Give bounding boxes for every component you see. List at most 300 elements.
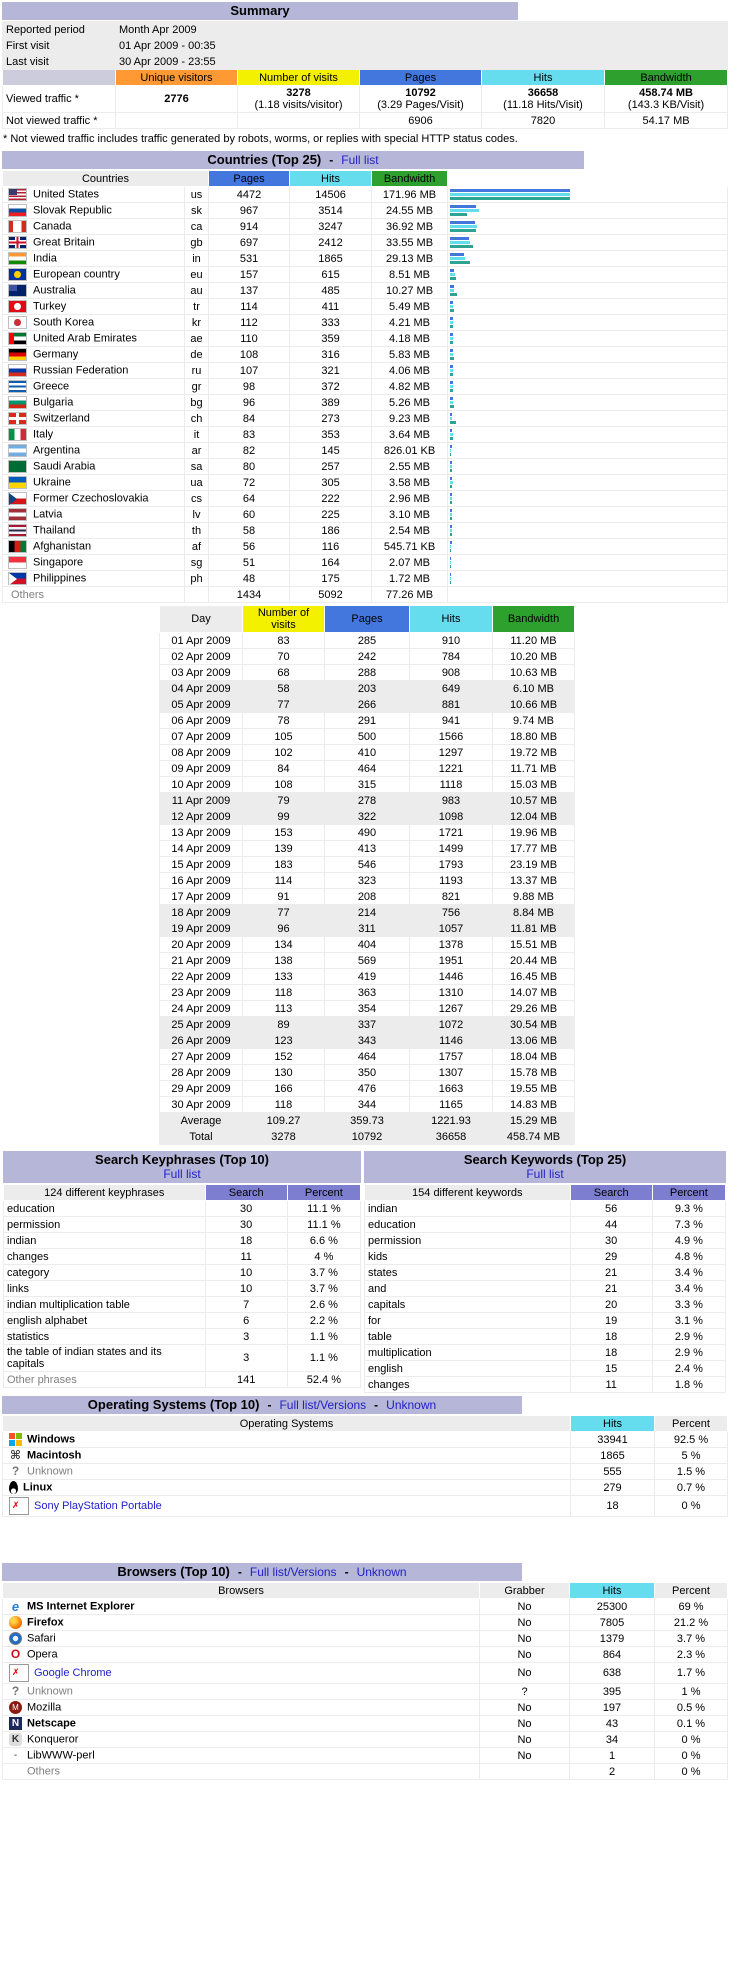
country-code: ca	[185, 219, 209, 235]
summary-corner-cell	[3, 70, 116, 86]
search-percent: 9.3 %	[652, 1201, 725, 1217]
day-bandwidth: 18.04 MB	[493, 1049, 575, 1065]
search-other-percent: 52.4 %	[287, 1372, 360, 1388]
search-percent: 4.8 %	[652, 1249, 725, 1265]
day-hits: 1165	[410, 1097, 493, 1113]
days-average-row-pages: 359.73	[325, 1113, 410, 1129]
country-bandwidth: 2.96 MB	[372, 491, 448, 507]
os-name-cell	[3, 1480, 571, 1496]
day-visits: 83	[243, 633, 325, 649]
country-pages: 107	[209, 363, 290, 379]
day-pages: 569	[325, 953, 410, 969]
pages-bar	[450, 205, 476, 208]
search-percent: 6.6 %	[287, 1233, 360, 1249]
pages-bar	[450, 237, 469, 240]
day-date: 05 Apr 2009	[160, 697, 243, 713]
os-percent: 1.5 %	[655, 1464, 728, 1480]
keyphrases-full-list-link[interactable]: Full list	[163, 1167, 201, 1181]
opera-icon: O	[10, 1647, 21, 1661]
search-phrase: education	[365, 1217, 571, 1233]
day-hits: 1721	[410, 825, 493, 841]
country-pages: 531	[209, 251, 290, 267]
browser-percent: 1 %	[655, 1684, 728, 1700]
day-hits: 1951	[410, 953, 493, 969]
eu-flag-icon	[8, 268, 27, 281]
search-count: 11	[570, 1377, 652, 1393]
bandwidth-bar	[450, 405, 454, 408]
country-row	[3, 539, 728, 555]
bandwidth-bar	[450, 549, 451, 552]
os-full-list-link[interactable]: Full list/Versions	[279, 1398, 367, 1412]
keywords-panel	[364, 1151, 726, 1391]
day-hits: 784	[410, 649, 493, 665]
country-bars	[448, 555, 728, 571]
awstats-report-page	[0, 2, 729, 1962]
day-row	[160, 841, 575, 857]
keywords-count-header: 154 different keywords	[365, 1185, 571, 1201]
day-hits: 1499	[410, 841, 493, 857]
day-pages: 343	[325, 1033, 410, 1049]
day-pages: 344	[325, 1097, 410, 1113]
country-bandwidth: 4.18 MB	[372, 331, 448, 347]
browser-hits: 864	[570, 1647, 655, 1663]
days-total-row-hits: 36658	[410, 1129, 493, 1145]
keywords-clip-region	[364, 1184, 726, 1391]
not-viewed-bandwidth: 54.17 MB	[605, 113, 728, 129]
os-row	[3, 1448, 728, 1464]
country-code: us	[185, 187, 209, 203]
country-name: Philippines	[33, 572, 87, 585]
item-name: MS Internet Explorer	[27, 1600, 135, 1613]
search-count: 3	[205, 1345, 287, 1372]
sk-flag-icon	[8, 204, 27, 217]
country-bandwidth: 5.49 MB	[372, 299, 448, 315]
keywords-full-list-link[interactable]: Full list	[526, 1167, 564, 1181]
bandwidth-bar	[450, 421, 456, 424]
day-date: 20 Apr 2009	[160, 937, 243, 953]
item-name-link[interactable]: Google Chrome	[34, 1666, 112, 1679]
day-bandwidth: 10.20 MB	[493, 649, 575, 665]
os-name-cell	[3, 1496, 571, 1517]
browser-percent: 0 %	[655, 1764, 728, 1780]
search-row-item	[365, 1329, 726, 1345]
country-row	[3, 283, 728, 299]
day-visits: 183	[243, 857, 325, 873]
pages-header: Pages	[325, 606, 410, 633]
search-phrase: and	[365, 1281, 571, 1297]
keyphrases-panel	[3, 1151, 361, 1388]
reported-period-label: Reported period	[3, 22, 116, 38]
hits-bar	[450, 369, 453, 372]
day-bandwidth: 6.10 MB	[493, 681, 575, 697]
item-name: Netscape	[27, 1717, 76, 1730]
item-name: Linux	[23, 1481, 53, 1494]
flag-canton	[9, 285, 17, 291]
day-hits: 1118	[410, 777, 493, 793]
country-bandwidth: 8.51 MB	[372, 267, 448, 283]
day-bandwidth: 29.26 MB	[493, 1001, 575, 1017]
os-percent: 5 %	[655, 1448, 728, 1464]
day-visits: 77	[243, 697, 325, 713]
hits-bar	[450, 577, 451, 580]
country-bandwidth: 33.55 MB	[372, 235, 448, 251]
day-pages: 322	[325, 809, 410, 825]
search-phrase: indian	[365, 1201, 571, 1217]
hits-bar	[450, 385, 453, 388]
viewed-pages: 10792 (3.29 Pages/Visit)	[360, 86, 482, 113]
day-row	[160, 681, 575, 697]
country-pages: 64	[209, 491, 290, 507]
browser-name-cell	[3, 1615, 480, 1631]
item-name: Macintosh	[27, 1449, 82, 1462]
cs-flag-icon	[8, 492, 27, 505]
search-percent: 3.7 %	[287, 1265, 360, 1281]
day-date: 30 Apr 2009	[160, 1097, 243, 1113]
not-viewed-unique-visitors	[116, 113, 238, 129]
hits-bar	[450, 353, 453, 356]
item-name: Unknown	[27, 1465, 73, 1478]
day-pages: 404	[325, 937, 410, 953]
pages-bar	[450, 461, 452, 464]
item-name-link[interactable]: Sony PlayStation Portable	[34, 1499, 162, 1512]
os-section	[0, 1396, 729, 1517]
hits-bar	[450, 257, 465, 260]
country-pages: 967	[209, 203, 290, 219]
country-row	[3, 475, 728, 491]
country-pages: 157	[209, 267, 290, 283]
country-name-cell	[3, 251, 185, 267]
day-hits: 881	[410, 697, 493, 713]
browser-name-cell	[3, 1764, 480, 1780]
country-pages: 4472	[209, 187, 290, 203]
viewed-traffic-label: Viewed traffic *	[3, 86, 116, 113]
browsers-title: Browsers (Top 10)	[117, 1564, 230, 1579]
item-name: Others	[27, 1765, 61, 1778]
country-bars	[448, 331, 728, 347]
country-pages: 72	[209, 475, 290, 491]
day-visits: 130	[243, 1065, 325, 1081]
search-percent: 3.4 %	[652, 1265, 725, 1281]
browser-grabber: No	[480, 1663, 570, 1684]
search-other-label: Other phrases	[4, 1372, 206, 1388]
countries-bandwidth-header: Bandwidth	[372, 171, 448, 187]
day-hits: 908	[410, 665, 493, 681]
netscape-icon: N	[9, 1717, 22, 1730]
search-percent: 3.1 %	[652, 1313, 725, 1329]
search-row-item	[4, 1297, 361, 1313]
country-hits: 116	[290, 539, 372, 555]
day-hits: 1221	[410, 761, 493, 777]
day-hits: 821	[410, 889, 493, 905]
day-hits: 941	[410, 713, 493, 729]
hits-bar	[450, 529, 452, 532]
search-phrase: table	[365, 1329, 571, 1345]
day-row	[160, 649, 575, 665]
day-row	[160, 697, 575, 713]
os-title: Operating Systems (Top 10)	[87, 1397, 260, 1412]
keyphrases-count-header: 124 different keyphrases	[4, 1185, 206, 1201]
hits-header: Hits	[410, 606, 493, 633]
day-hits: 1446	[410, 969, 493, 985]
country-bars	[448, 379, 728, 395]
country-code: it	[185, 427, 209, 443]
country-bandwidth: 24.55 MB	[372, 203, 448, 219]
browser-name-cell	[3, 1663, 480, 1684]
hits-bar	[450, 465, 452, 468]
search-percent: 1.1 %	[287, 1345, 360, 1372]
mozilla-icon: M	[9, 1701, 22, 1714]
country-bandwidth: 1.72 MB	[372, 571, 448, 587]
browsers-unknown-link[interactable]: Unknown	[356, 1565, 407, 1579]
hits-bar	[450, 321, 453, 324]
browser-hits: 25300	[570, 1599, 655, 1615]
os-header-row	[3, 1416, 728, 1432]
reported-period-value: Month Apr 2009	[116, 22, 728, 38]
pages-bar	[450, 557, 451, 560]
os-name-cell	[3, 1448, 571, 1464]
country-hits: 316	[290, 347, 372, 363]
hits-bar	[450, 241, 470, 244]
country-bandwidth: 2.54 MB	[372, 523, 448, 539]
search-row-item	[4, 1249, 361, 1265]
day-hits: 1193	[410, 873, 493, 889]
country-bandwidth: 3.58 MB	[372, 475, 448, 491]
os-percent-header: Percent	[655, 1416, 728, 1432]
day-visits: 102	[243, 745, 325, 761]
pages-bar	[450, 189, 570, 192]
day-bandwidth: 20.44 MB	[493, 953, 575, 969]
macintosh-icon: ⌘	[9, 1448, 22, 1462]
search-row-item	[365, 1217, 726, 1233]
search-phrase: permission	[4, 1217, 206, 1233]
day-date: 17 Apr 2009	[160, 889, 243, 905]
search-section	[0, 1151, 729, 1391]
search-row-item	[365, 1249, 726, 1265]
day-date: 13 Apr 2009	[160, 825, 243, 841]
search-count: 3	[205, 1329, 287, 1345]
day-date: 28 Apr 2009	[160, 1065, 243, 1081]
search-percent: 7.3 %	[652, 1217, 725, 1233]
day-visits: 78	[243, 713, 325, 729]
country-hits: 145	[290, 443, 372, 459]
os-hits: 33941	[571, 1432, 655, 1448]
country-name: Latvia	[33, 508, 63, 521]
search-phrase: category	[4, 1265, 206, 1281]
country-code: ae	[185, 331, 209, 347]
os-percent: 92.5 %	[655, 1432, 728, 1448]
browser-percent: 3.7 %	[655, 1631, 728, 1647]
country-code: gb	[185, 235, 209, 251]
hits-bar	[450, 433, 453, 436]
flag-circle	[14, 271, 21, 279]
day-pages: 311	[325, 921, 410, 937]
os-hits: 279	[571, 1480, 655, 1496]
bandwidth-bar	[450, 501, 452, 504]
country-bandwidth: 826.01 KB	[372, 443, 448, 459]
item-name: Opera	[27, 1648, 58, 1661]
country-row	[3, 395, 728, 411]
country-name-cell	[3, 283, 185, 299]
country-hits: 372	[290, 379, 372, 395]
pages-bar	[450, 397, 453, 400]
search-col-header: Search	[570, 1185, 652, 1201]
country-pages: 114	[209, 299, 290, 315]
day-date: 27 Apr 2009	[160, 1049, 243, 1065]
countries-full-list-link[interactable]: Full list	[341, 153, 379, 167]
summary-table	[2, 21, 728, 129]
search-count: 6	[205, 1313, 287, 1329]
day-pages: 242	[325, 649, 410, 665]
flag-canton	[9, 189, 17, 195]
search-row-item	[4, 1345, 361, 1372]
summary-header-row	[3, 70, 728, 86]
bandwidth-bar	[450, 309, 454, 312]
country-code: au	[185, 283, 209, 299]
sg-flag-icon	[8, 556, 27, 569]
search-count: 19	[570, 1313, 652, 1329]
search-count: 44	[570, 1217, 652, 1233]
country-code: ch	[185, 411, 209, 427]
day-row	[160, 745, 575, 761]
hits-bar	[450, 337, 453, 340]
country-bars	[448, 187, 728, 203]
hits-bar	[450, 417, 452, 420]
days-total-row-pages: 10792	[325, 1129, 410, 1145]
day-date: 11 Apr 2009	[160, 793, 243, 809]
country-bars	[448, 203, 728, 219]
hits-bar	[450, 545, 451, 548]
country-name: Argentina	[33, 444, 81, 457]
day-bandwidth: 12.04 MB	[493, 809, 575, 825]
browser-row	[3, 1700, 728, 1716]
hits-bar	[450, 193, 570, 196]
country-bars	[448, 267, 728, 283]
os-hits: 555	[571, 1464, 655, 1480]
days-header-row	[160, 606, 575, 633]
hits-bar	[450, 497, 452, 500]
browser-grabber: No	[480, 1599, 570, 1615]
day-bandwidth: 19.72 MB	[493, 745, 575, 761]
country-name: Ukraine	[33, 476, 71, 489]
country-hits: 2412	[290, 235, 372, 251]
kr-flag-icon	[8, 316, 27, 329]
browser-grabber: No	[480, 1615, 570, 1631]
days-total-row	[160, 1129, 575, 1145]
browser-hits: 34	[570, 1732, 655, 1748]
os-column-header: Operating Systems	[3, 1416, 571, 1432]
day-date: 04 Apr 2009	[160, 681, 243, 697]
os-unknown-link[interactable]: Unknown	[386, 1398, 437, 1412]
day-row	[160, 793, 575, 809]
browser-row	[3, 1732, 728, 1748]
pages-bar	[450, 285, 454, 288]
country-row	[3, 315, 728, 331]
search-count: 30	[205, 1201, 287, 1217]
gr-flag-icon	[8, 380, 27, 393]
browser-grabber: No	[480, 1700, 570, 1716]
browser-name-cell	[3, 1748, 480, 1764]
country-bars	[448, 539, 728, 555]
country-name-cell	[3, 571, 185, 587]
day-bandwidth: 14.07 MB	[493, 985, 575, 1001]
search-count: 18	[570, 1329, 652, 1345]
country-name-cell	[3, 523, 185, 539]
days-average-row-visits: 109.27	[243, 1113, 325, 1129]
keyphrases-table	[3, 1184, 361, 1388]
country-name-cell	[3, 363, 185, 379]
browsers-column-header: Browsers	[3, 1583, 480, 1599]
unknown-icon: ?	[11, 1684, 20, 1698]
day-pages: 476	[325, 1081, 410, 1097]
country-code: cs	[185, 491, 209, 507]
browser-row	[3, 1631, 728, 1647]
separator: -	[267, 1398, 272, 1412]
browsers-full-list-link[interactable]: Full list/Versions	[249, 1565, 337, 1579]
country-code: ar	[185, 443, 209, 459]
day-pages: 315	[325, 777, 410, 793]
browser-name-cell	[3, 1716, 480, 1732]
country-name: Turkey	[33, 300, 67, 313]
day-hits: 1757	[410, 1049, 493, 1065]
country-name: Germany	[33, 348, 79, 361]
others-row	[3, 587, 728, 603]
day-row	[160, 633, 575, 649]
countries-table	[2, 170, 728, 603]
country-name-cell	[3, 475, 185, 491]
country-code: th	[185, 523, 209, 539]
search-phrase: indian	[4, 1233, 206, 1249]
country-name: Italy	[33, 428, 54, 441]
windows-icon	[9, 1433, 22, 1446]
countries-title-bar	[2, 151, 584, 169]
day-visits: 118	[243, 985, 325, 1001]
day-date: 01 Apr 2009	[160, 633, 243, 649]
bandwidth-bar	[450, 373, 453, 376]
browser-row	[3, 1684, 728, 1700]
hits-bar	[450, 561, 451, 564]
country-name-cell	[3, 507, 185, 523]
day-hits: 1663	[410, 1081, 493, 1097]
browsers-section	[0, 1563, 729, 1780]
viewed-hits: 36658 (11.18 Hits/Visit)	[482, 86, 605, 113]
not-viewed-traffic-row	[3, 113, 728, 129]
day-visits: 114	[243, 873, 325, 889]
country-code: sa	[185, 459, 209, 475]
browser-row	[3, 1663, 728, 1684]
country-bars	[448, 363, 728, 379]
country-pages: 112	[209, 315, 290, 331]
not-viewed-hits: 7820	[482, 113, 605, 129]
day-visits: 91	[243, 889, 325, 905]
flag-triangle	[9, 493, 17, 505]
summary-title: Summary	[230, 3, 290, 18]
day-pages: 546	[325, 857, 410, 873]
country-pages: 96	[209, 395, 290, 411]
country-hits: 225	[290, 507, 372, 523]
viewed-bandwidth: 458.74 MB (143.3 KB/Visit)	[605, 86, 728, 113]
separator: -	[237, 1565, 242, 1579]
day-bandwidth: 10.66 MB	[493, 697, 575, 713]
ch-flag-icon	[8, 412, 27, 425]
item-name: Firefox	[27, 1616, 64, 1629]
ae-flag-icon	[8, 332, 27, 345]
country-hits: 333	[290, 315, 372, 331]
country-row	[3, 187, 728, 203]
not-viewed-pages: 6906	[360, 113, 482, 129]
hits-header: Hits	[482, 70, 605, 86]
day-row	[160, 921, 575, 937]
search-col-header: Search	[205, 1185, 287, 1201]
